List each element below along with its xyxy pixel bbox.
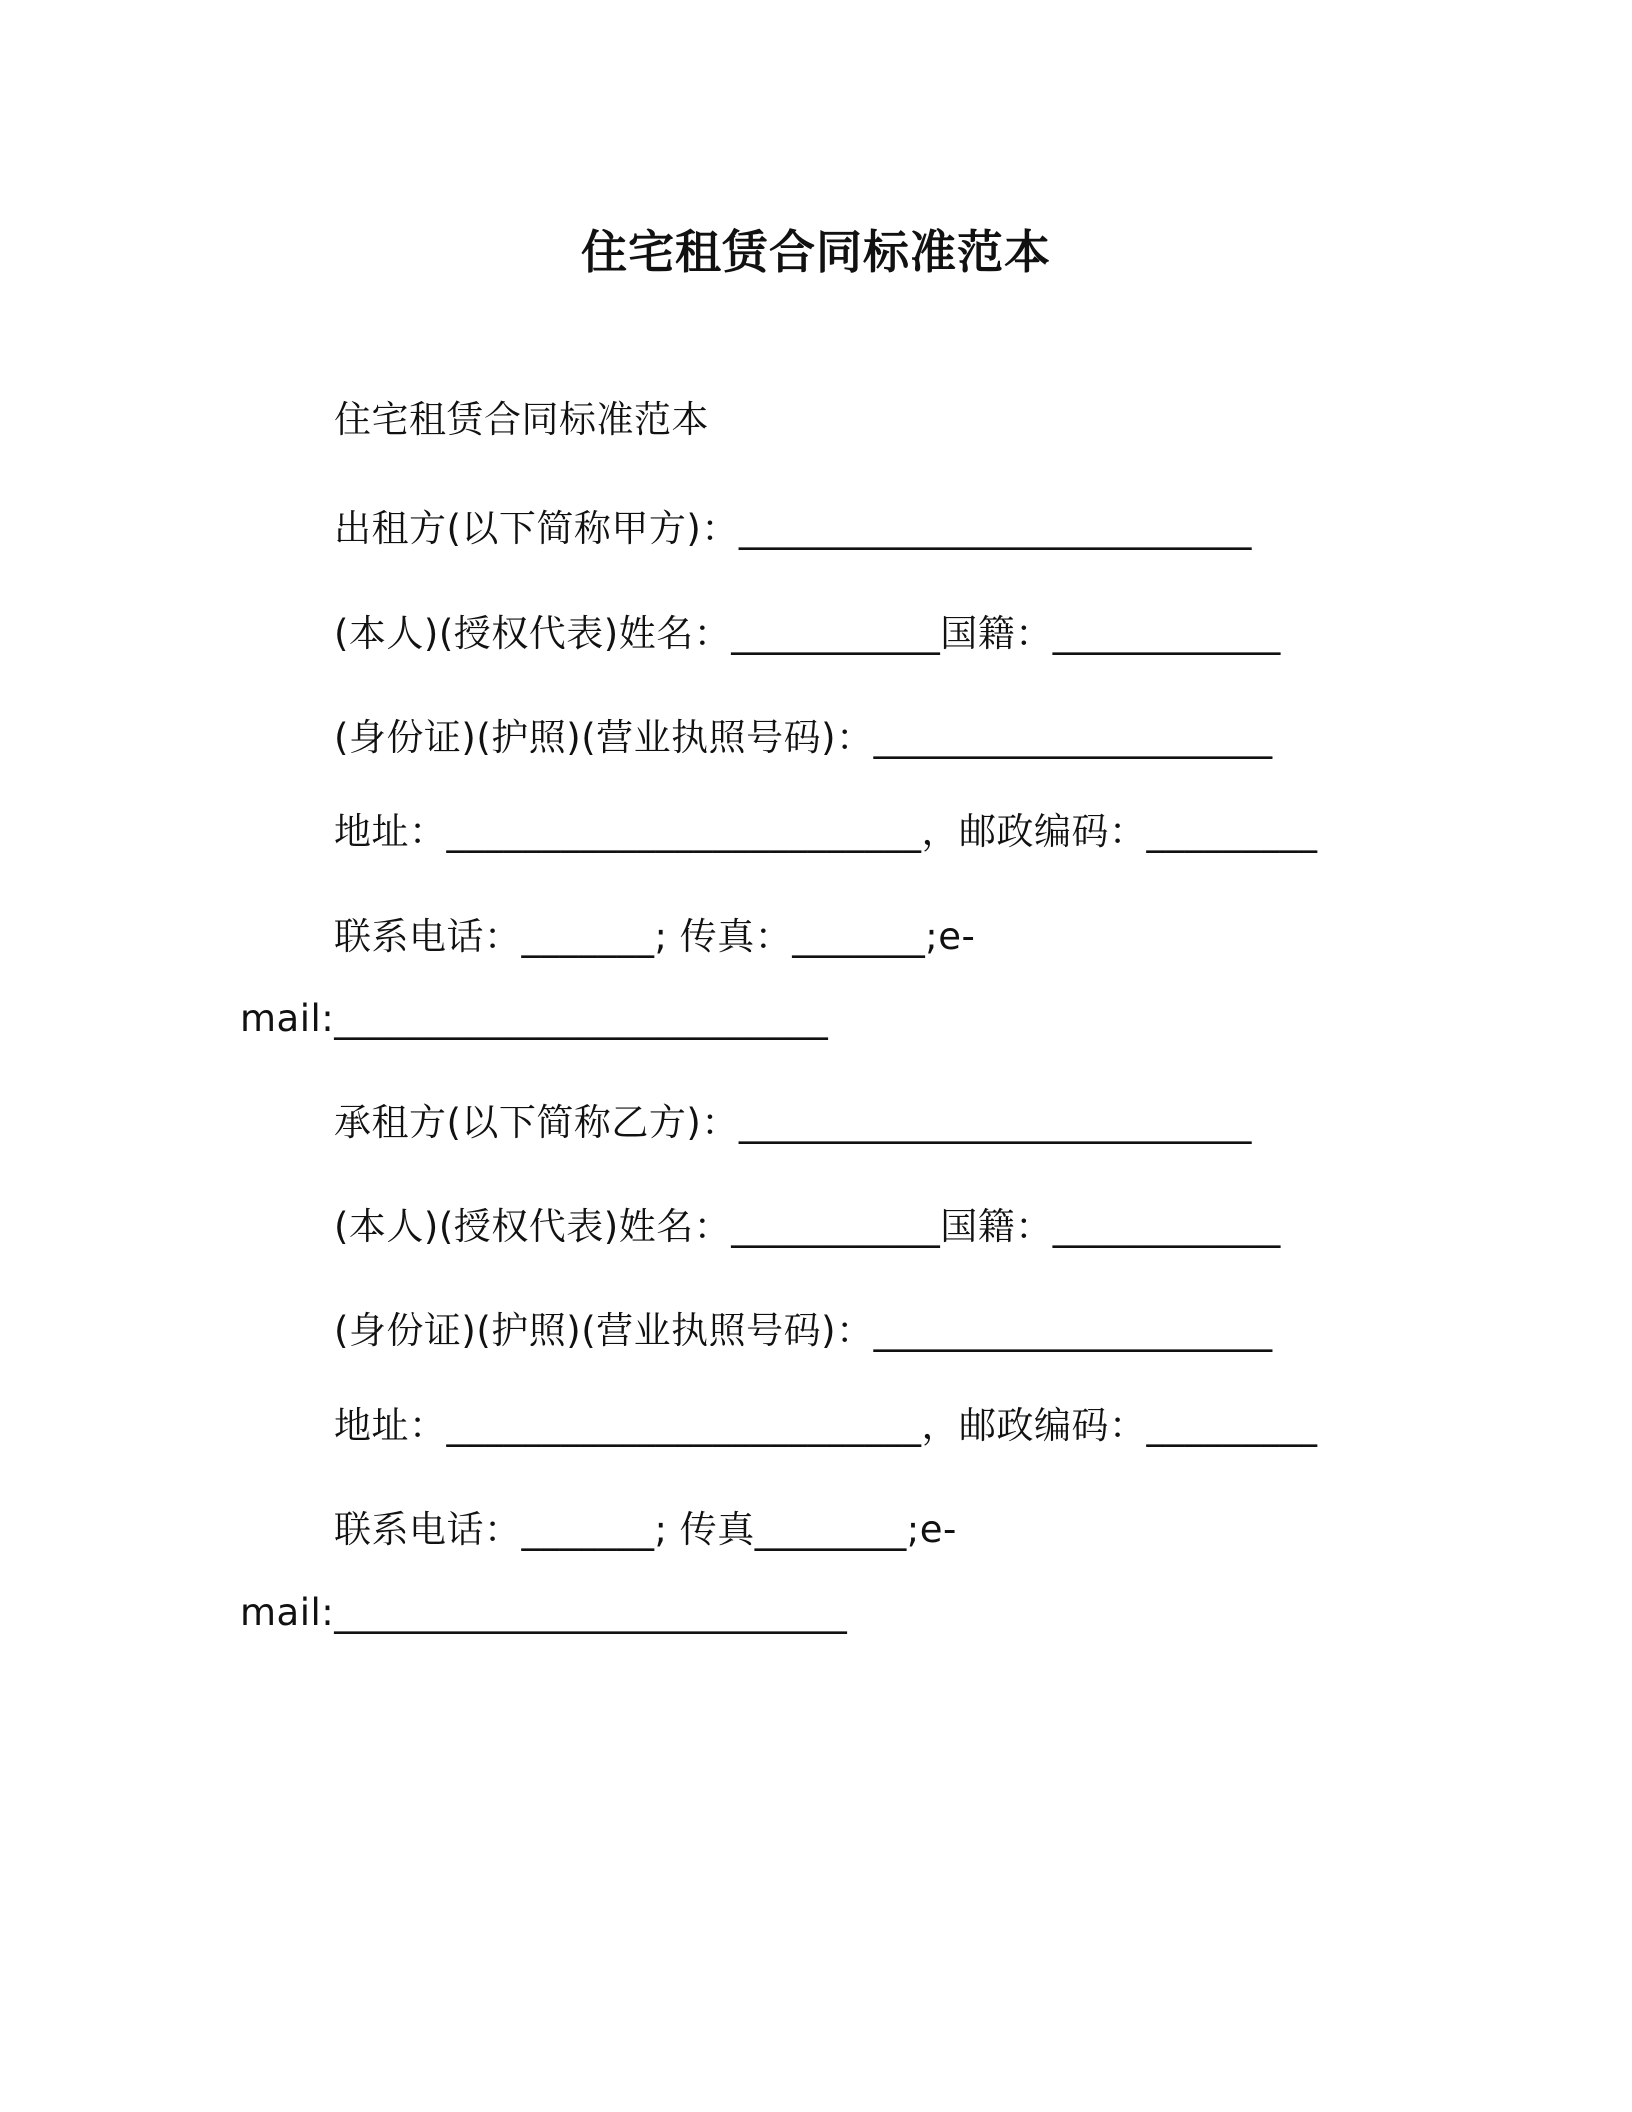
lessee-party-line: 承租方(以下简称乙方)：___________________________ [334,1101,1252,1144]
lessee-phone-fax-line: 联系电话：_______; 传真________;e- [334,1508,957,1551]
lessee-name-nationality-line: (本人)(授权代表)姓名：___________国籍：____________ [334,1205,1281,1248]
lessor-name-nationality-line: (本人)(授权代表)姓名：___________国籍：____________ [334,612,1281,655]
lessor-address-postcode-line: 地址：_________________________，邮政编码：_________ [334,810,1318,853]
document-subtitle: 住宅租赁合同标准范本 [334,398,709,441]
document-title: 住宅租赁合同标准范本 [581,225,1051,279]
lessee-id-number-line: (身份证)(护照)(营业执照号码)：_____________________ [334,1309,1273,1352]
lessee-address-postcode-line: 地址：_________________________，邮政编码：_________ [334,1404,1318,1447]
lessor-email-line: mail:__________________________ [240,997,829,1040]
lessor-party-line: 出租方(以下简称甲方)：___________________________ [334,507,1252,550]
lessor-phone-fax-line: 联系电话：_______; 传真：_______;e- [334,915,976,958]
lessee-email-line: mail:___________________________ [240,1591,848,1634]
lessor-id-number-line: (身份证)(护照)(营业执照号码)：_____________________ [334,716,1273,759]
